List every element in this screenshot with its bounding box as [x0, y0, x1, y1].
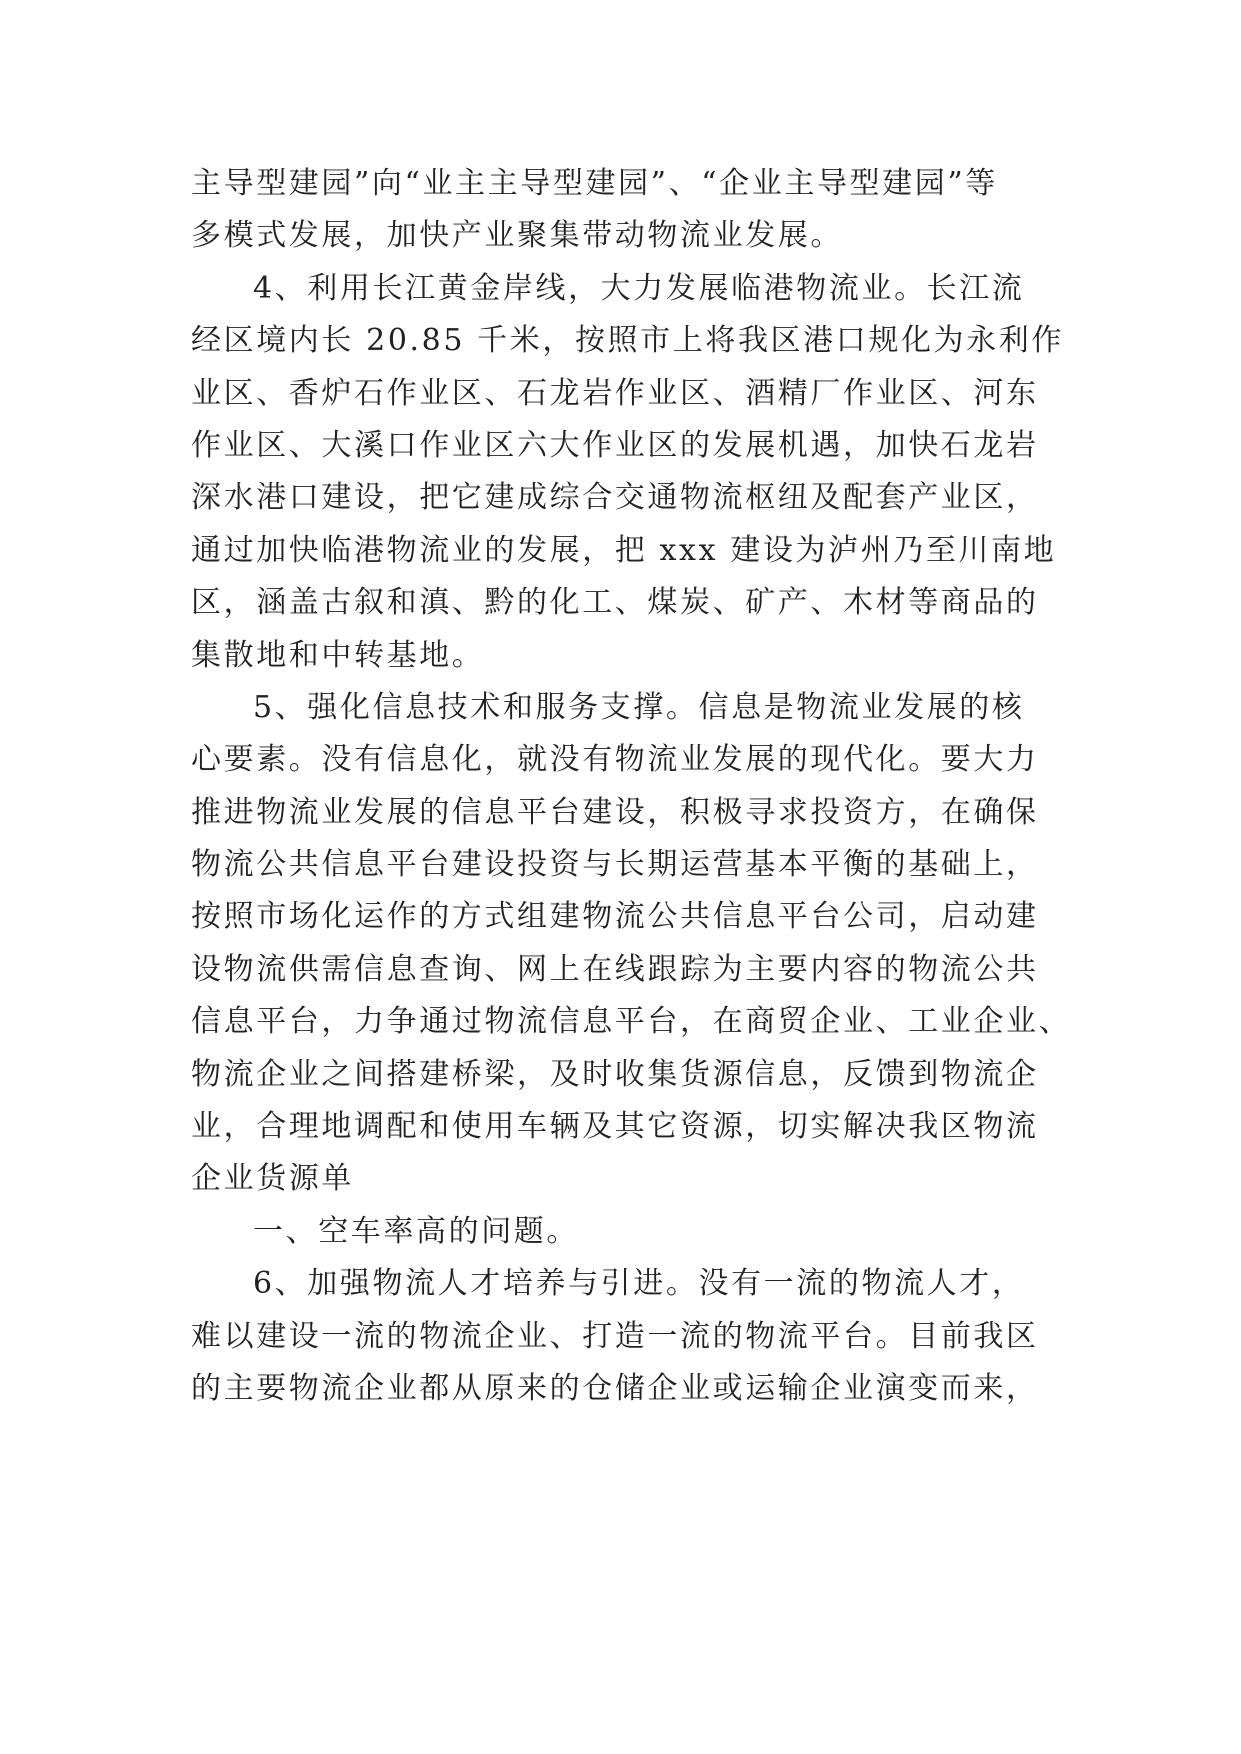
paragraph-item-6 [191, 1258, 1051, 1415]
paragraph-heading-one [191, 1206, 1051, 1258]
text-line: 通过加快临港物流业的发展，把 xxx 建设为泸州乃至川南地 [191, 532, 1057, 568]
text-line: 深水港口建设，把它建成综合交通物流枢纽及配套产业区， [191, 480, 1039, 516]
text-line: 按照市场化运作的方式组建物流公共信息平台公司，启动建 [191, 899, 1039, 935]
text-line: 5、强化信息技术和服务支撑。信息是物流业发展的核 [253, 689, 1025, 725]
text-line: 业，合理地调配和使用车辆及其它资源，切实解决我区物流 [191, 1109, 1039, 1145]
text-line: 难以建设一流的物流企业、打造一流的物流平台。目前我区 [191, 1318, 1039, 1354]
text-line: 6、加强物流人才培养与引进。没有一流的物流人才， [253, 1266, 1025, 1302]
text-line: 的主要物流企业都从原来的仓储企业或运输企业演变而来， [191, 1370, 1039, 1406]
text-line: 设物流供需信息查询、网上在线跟踪为主要内容的物流公共 [191, 951, 1039, 987]
text-line: 4、利用长江黄金岸线，大力发展临港物流业。长江流 [253, 270, 1025, 306]
text-line: 主导型建园”向“业主主导型建园”、“企业主导型建园”等 [191, 166, 998, 201]
text-line: 区，涵盖古叙和滇、黔的化工、煤炭、矿产、木材等商品的 [191, 585, 1039, 621]
paragraph-continuation [191, 158, 1051, 263]
text-line: 集散地和中转基地。 [191, 637, 485, 673]
text-line: 物流企业之间搭建桥梁，及时收集货源信息，反馈到物流企 [191, 1056, 1039, 1092]
document-body [191, 158, 1072, 1415]
text-line: 心要素。没有信息化，就没有物流业发展的现代化。要大力 [191, 742, 1039, 778]
paragraph-item-4 [191, 263, 1064, 682]
text-line: 业区、香炉石作业区、石龙岩作业区、酒精厂作业区、河东 [191, 375, 1039, 411]
paragraph-item-5 [191, 682, 1072, 1206]
text-line: 多模式发展，加快产业聚集带动物流业发展。 [191, 218, 843, 254]
text-line: 信息平台，力争通过物流信息平台，在商贸企业、工业企业、 [191, 1004, 1072, 1040]
text-line: 物流公共信息平台建设投资与长期运营基本平衡的基础上， [191, 847, 1039, 883]
text-line: 企业货源单 [191, 1161, 354, 1197]
text-line: 一、空车率高的问题。 [253, 1213, 579, 1249]
text-line: 作业区、大溪口作业区六大作业区的发展机遇，加快石龙岩 [191, 427, 1039, 463]
text-line: 经区境内长 20.85 千米，按照市上将我区港口规化为永利作 [191, 323, 1064, 359]
text-line: 推进物流业发展的信息平台建设，积极寻求投资方，在确保 [191, 794, 1039, 830]
